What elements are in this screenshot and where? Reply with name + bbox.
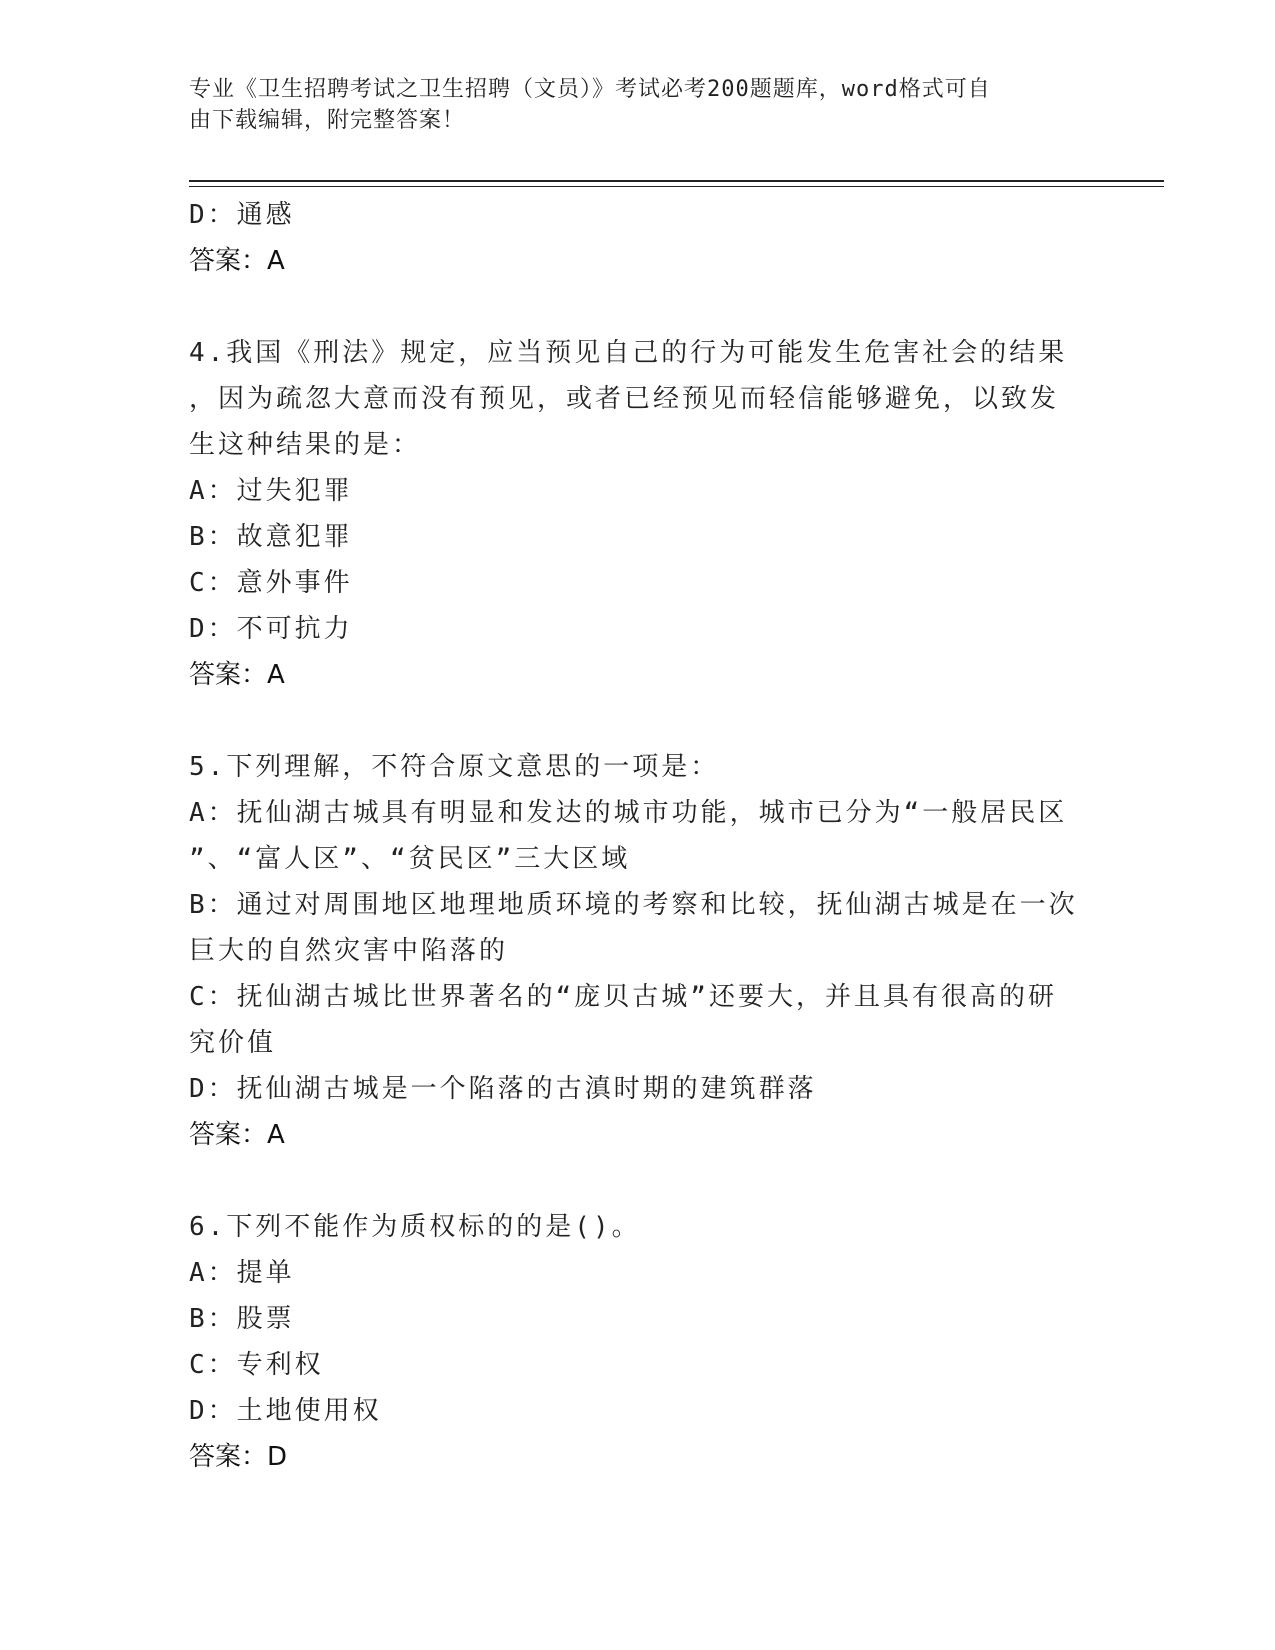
header-divider-thick [189, 180, 1164, 182]
question-6-answer: 答案：D [189, 1442, 288, 1472]
question-6-option-c: C：专利权 [189, 1350, 324, 1380]
question-4-option-a: A：过失犯罪 [189, 476, 353, 506]
question-4-option-c: C：意外事件 [189, 568, 353, 598]
question-4-option-b: B：故意犯罪 [189, 522, 353, 552]
question-6-option-d: D：土地使用权 [189, 1396, 382, 1426]
question-content [189, 192, 1089, 1480]
question-5-option-c-line-2: 究价值 [189, 1028, 277, 1058]
question-5-option-b-line-1: B：通过对周围地区地理地质环境的考察和比较，抚仙湖古城是在一次 [189, 890, 1078, 920]
document-header-note [189, 74, 1069, 136]
spacer [189, 698, 1089, 744]
question-6-option-b: B：股票 [189, 1304, 295, 1334]
question-5-text-line-1: 5.下列理解，不符合原文意思的一项是： [189, 752, 720, 782]
question-4-option-d: D：不可抗力 [189, 614, 353, 644]
question-4-answer: 答案：A [189, 660, 285, 690]
header-line-2: 由下载编辑，附完整答案！ [189, 108, 466, 133]
previous-question-answer: 答案：A [189, 246, 285, 276]
question-5-option-c-line-1: C：抚仙湖古城比世界著名的“庞贝古城”还要大，并且具有很高的研 [189, 982, 1057, 1012]
previous-question-option-d: D：通感 [189, 200, 295, 230]
question-4-text-line-3: 生这种结果的是： [189, 430, 422, 460]
spacer [189, 284, 1089, 330]
question-6-option-a: A：提单 [189, 1258, 295, 1288]
question-6 [189, 1204, 1089, 1480]
question-4-text-line-1: 4.我国《刑法》规定，应当预见自己的行为可能发生危害社会的结果 [189, 338, 1068, 368]
question-5-answer: 答案：A [189, 1120, 285, 1150]
question-5-option-d-line-1: D：抚仙湖古城是一个陷落的古滇时期的建筑群落 [189, 1074, 817, 1104]
header-line-1: 专业《卫生招聘考试之卫生招聘（文员）》考试必考200题题库，word格式可自 [189, 77, 991, 102]
question-6-text-line-1: 6.下列不能作为质权标的的是()。 [189, 1212, 641, 1242]
spacer [189, 1158, 1089, 1204]
question-5-option-a-line-1: A：抚仙湖古城具有明显和发达的城市功能，城市已分为“一般居民区 [189, 798, 1068, 828]
question-5 [189, 744, 1089, 1158]
question-4 [189, 330, 1089, 698]
question-5-option-a-line-2: ”、“富人区”、“贫民区”三大区域 [189, 844, 631, 874]
question-5-option-b-line-2: 巨大的自然灾害中陷落的 [189, 936, 509, 966]
question-4-text-line-2: ，因为疏忽大意而没有预见，或者已经预见而轻信能够避免，以致发 [189, 384, 1060, 414]
header-divider-thin [189, 186, 1164, 187]
